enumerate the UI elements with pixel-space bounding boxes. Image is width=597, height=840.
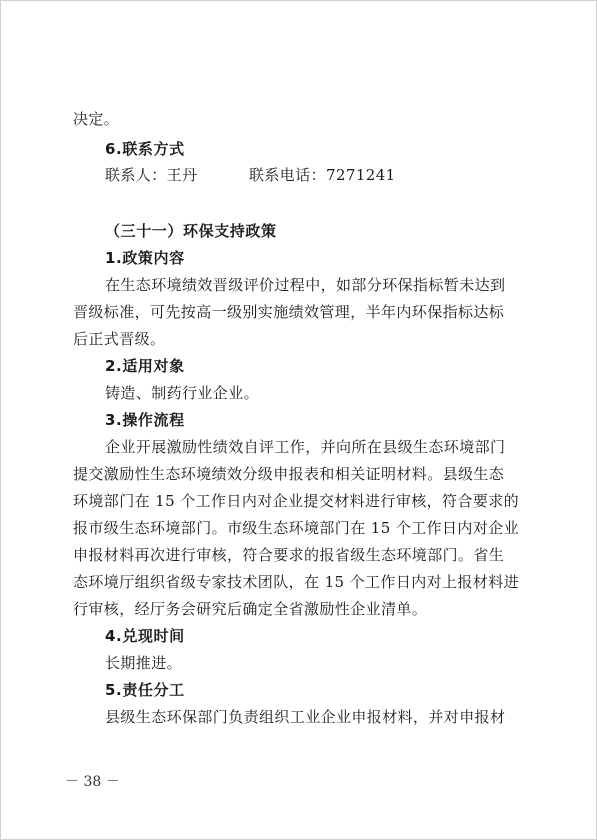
- paragraph-line: 长期推进。: [105, 654, 183, 672]
- paragraph-line: 县级生态环保部门负责组织工业企业申报材料，并对申报材: [105, 708, 506, 726]
- contact-phone: 联系电话：7271241: [249, 166, 396, 184]
- paragraph-line: 申报材料再次进行审核，符合要求的报省级生态环境部门。省生: [73, 546, 505, 564]
- paragraph-line: 态环境厅组织省级专家技术团队，在 15 个工作日内对上报材料进: [73, 573, 520, 591]
- section-heading-policy-content: 1.政策内容: [105, 249, 185, 267]
- paragraph-line: 铸造、制药行业企业。: [105, 384, 260, 402]
- section-heading-responsibility: 5.责任分工: [105, 681, 185, 699]
- section-heading-process: 3.操作流程: [105, 411, 185, 429]
- section-heading-target: 2.适用对象: [105, 357, 185, 375]
- paragraph-line: 企业开展激励性绩效自评工作，并向所在县级生态环境部门: [105, 438, 506, 456]
- contact-person: 联系人：王丹: [105, 166, 198, 184]
- section-heading-timing: 4.兑现时间: [105, 627, 185, 645]
- paragraph-line: 环境部门在 15 个工作日内对企业提交材料进行审核，符合要求的: [73, 492, 520, 510]
- paragraph-line: 报市级生态环境部门。市级生态环境部门在 15 个工作日内对企业: [73, 519, 520, 537]
- paragraph-line: 提交激励性生态环境绩效分级申报表和相关证明材料。县级生态: [73, 465, 505, 483]
- paragraph-line: 行审核，经厅务会研究后确定全省激励性企业清单。: [73, 600, 428, 618]
- page-number: － 38 －: [65, 774, 120, 790]
- paragraph-line: 晋级标准，可先按高一级别实施绩效管理，半年内环保指标达标: [73, 303, 505, 321]
- paragraph-line: 在生态环境绩效晋级评价过程中，如部分环保指标暂未达到: [105, 276, 506, 294]
- policy-title: （三十一）环保支持政策: [105, 222, 277, 240]
- paragraph-line: 决定。: [73, 110, 120, 128]
- section-heading-contact: 6.联系方式: [105, 140, 185, 158]
- paragraph-line: 后正式晋级。: [73, 330, 166, 348]
